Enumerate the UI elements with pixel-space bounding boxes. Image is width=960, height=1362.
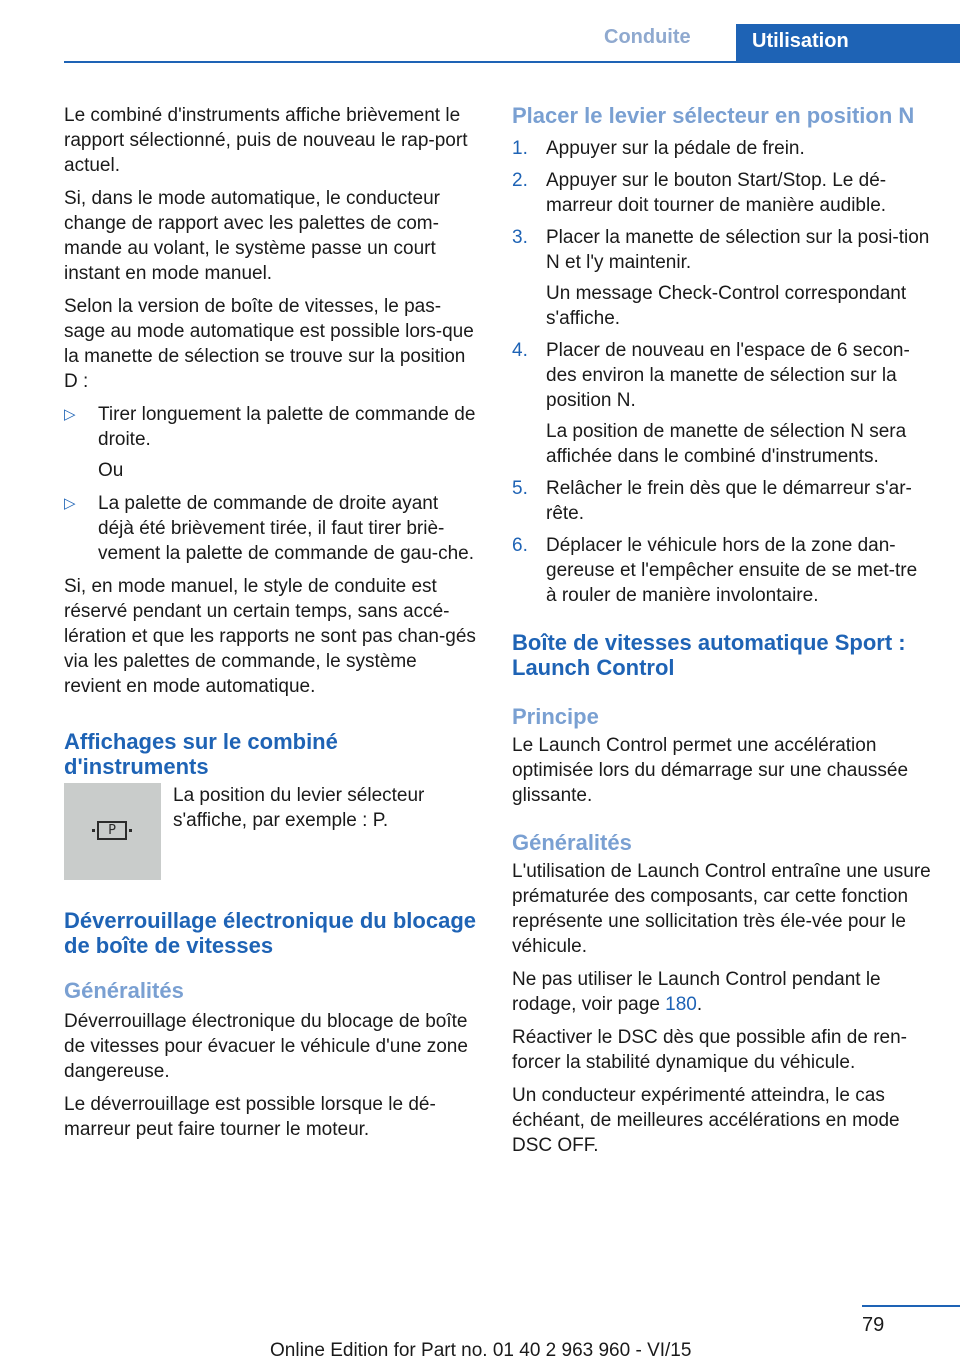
park-indicator-icon: P	[97, 821, 127, 840]
step-text: Déplacer le véhicule hors de la zone dan‐gereuse et l'empêcher ensuite de se met‐tre à rouler de manière involontaire.	[546, 535, 918, 606]
step-item	[512, 476, 932, 526]
bullet-item	[64, 402, 478, 483]
heading-generalites: Généralités	[512, 830, 632, 855]
header-rule	[64, 61, 960, 63]
step-item	[512, 136, 932, 161]
edition-line: Online Edition for Part no. 01 40 2 963 960 - VI/15	[270, 1340, 692, 1361]
paragraph: Si, dans le mode automatique, le conducteur change de rapport avec les palettes de com‐mande au volant, le système passe un court instant en mode manuel.	[64, 188, 441, 284]
step-text: Placer la manette de sélection sur la posi‐tion N et l'y maintenir.	[546, 227, 930, 273]
heading-principe: Principe	[512, 704, 599, 729]
step-item	[512, 338, 932, 469]
step-number: 2.	[512, 170, 528, 191]
step-item	[512, 533, 932, 608]
heading-affichages: Affichages sur le combiné d'instruments	[64, 729, 338, 779]
paragraph-with-link	[512, 967, 932, 1017]
bullet-subtext: Ou	[98, 460, 124, 481]
text: Ne pas utiliser le Launch Control pendant le rodage, voir page	[512, 969, 881, 1015]
paragraph: Déverrouillage électronique du blocage de boîte de vitesses pour évacuer le véhicule d'une zone dangereuse.	[64, 1011, 468, 1082]
gear-display-image	[64, 783, 161, 880]
step-item	[512, 225, 932, 331]
paragraph: Un conducteur expérimenté atteindra, le cas échéant, de meilleures accélérations en mode DSC OFF.	[512, 1085, 900, 1156]
bullet-text: La palette de commande de droite ayant déjà été brièvement tirée, il faut tirer briè‐vement la palette de commande de gau‐che.	[98, 493, 475, 564]
step-number: 1.	[512, 138, 528, 159]
step-number: 4.	[512, 340, 528, 361]
paragraph: Le combiné d'instruments affiche brièvement le rapport sélectionné, puis de nouveau le rap‐port actuel.	[64, 105, 468, 176]
text: .	[696, 994, 703, 1015]
heading-generalites: Généralités	[64, 978, 184, 1003]
tab-conduite[interactable]: Conduite	[604, 26, 691, 48]
step-number: 5.	[512, 478, 528, 499]
step-text: Placer de nouveau en l'espace de 6 secon‐des environ la manette de sélection sur la position N.	[546, 340, 910, 411]
heading-deverrouillage: Déverrouillage électronique du blocage de boîte de vitesses	[64, 908, 476, 958]
triangle-bullet-icon: ▷	[64, 406, 76, 423]
step-subtext: La position de manette de sélection N sera affichée dans le combiné d'instruments.	[546, 421, 907, 467]
page-link[interactable]: 180	[665, 994, 697, 1015]
heading-launch-control: Boîte de vitesses automatique Sport : Launch Control	[512, 630, 906, 680]
paragraph: Le déverrouillage est possible lorsque le dé‐marreur peut faire tourner le moteur.	[64, 1094, 436, 1140]
footer-rule	[862, 1305, 960, 1307]
page-number: 79	[862, 1314, 885, 1336]
display-caption: La position du levier sélecteur s'affiche, par exemple : P.	[173, 785, 425, 831]
step-subtext: Un message Check-Control correspondant s'affiche.	[546, 283, 907, 329]
heading-placer-n: Placer le levier sélecteur en position N	[512, 103, 915, 128]
triangle-bullet-icon: ▷	[64, 495, 76, 512]
step-text: Appuyer sur le bouton Start/Stop. Le dé‐marreur doit tourner de manière audible.	[546, 170, 887, 216]
step-text: Relâcher le frein dès que le démarreur s'ar‐rête.	[546, 478, 912, 524]
paragraph: L'utilisation de Launch Control entraîne une usure prématurée des composants, car cette fonction représente une sollicitation très éle‐vée pour le véhicule.	[512, 861, 931, 957]
tab-utilisation[interactable]: Utilisation	[736, 24, 960, 61]
step-number: 3.	[512, 227, 528, 248]
paragraph: Selon la version de boîte de vitesses, le pas‐sage au mode automatique est possible lors‐que la manette de sélection se trouve sur la position D :	[64, 296, 474, 392]
step-number: 6.	[512, 535, 528, 556]
paragraph: Le Launch Control permet une accélération optimisée lors du démarrage sur une chaussée glissante.	[512, 735, 909, 806]
bullet-text: Tirer longuement la palette de commande de droite.	[98, 404, 476, 450]
step-text: Appuyer sur la pédale de frein.	[546, 138, 805, 159]
paragraph: Réactiver le DSC dès que possible afin de ren‐forcer la stabilité dynamique du véhicule.	[512, 1027, 907, 1073]
left-column	[64, 103, 478, 1150]
step-item	[512, 168, 932, 218]
paragraph: Si, en mode manuel, le style de conduite est réservé pendant un certain temps, sans accé‐lération et que les rapports ne sont pas chan‐gés via les palettes de commande, le système revient en mode automatique.	[64, 576, 476, 697]
bullet-item	[64, 491, 478, 566]
right-column	[512, 103, 932, 1166]
display-example	[64, 783, 478, 880]
